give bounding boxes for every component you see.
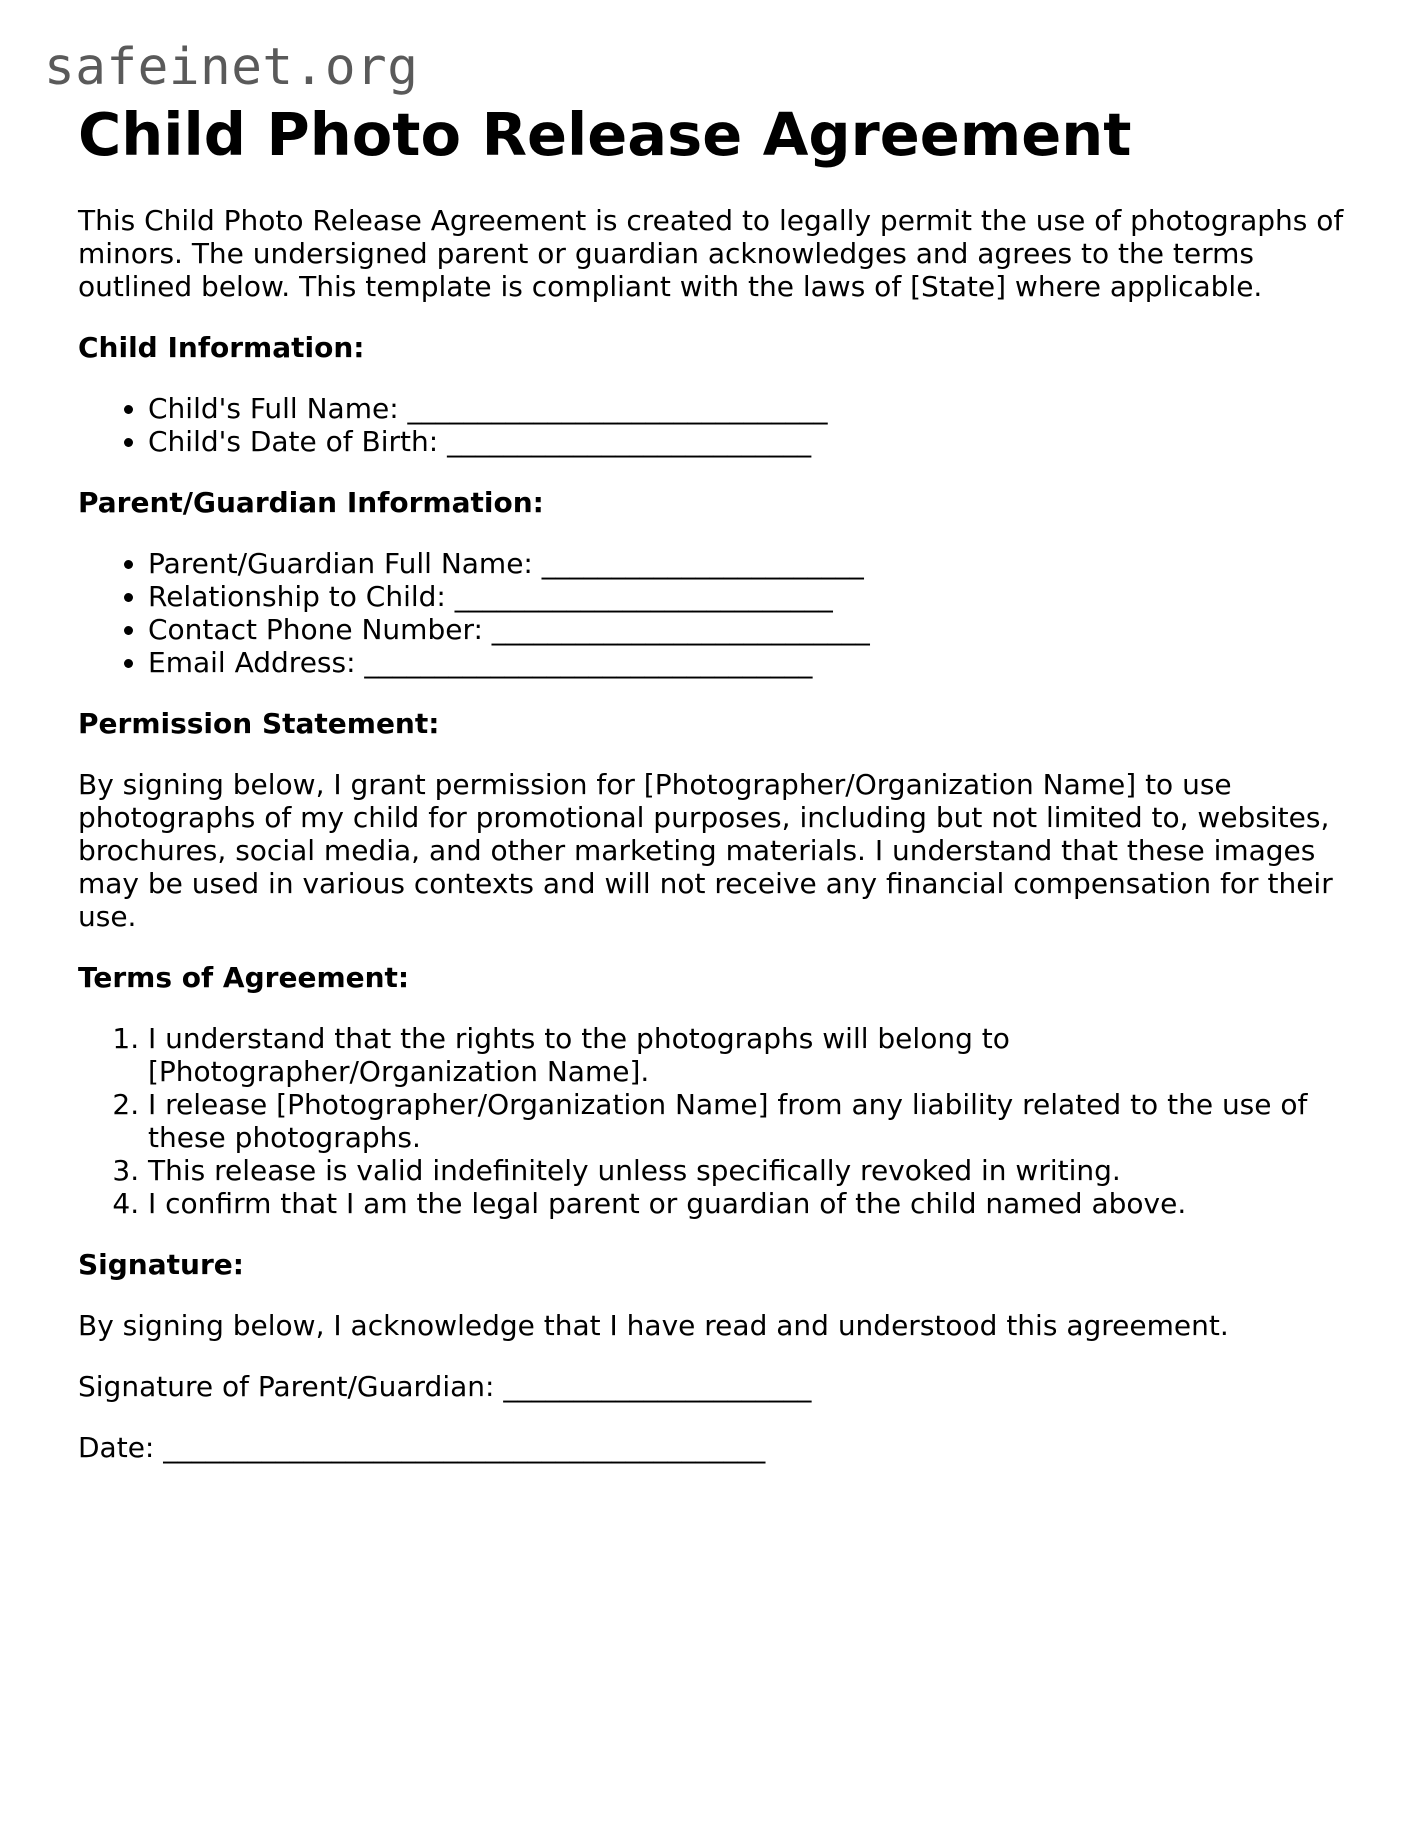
date-line: Date: ___________________________________________ xyxy=(78,1431,766,1464)
child-info-heading: Child Information: xyxy=(78,331,365,364)
term-item: 1. I understand that the rights to the photographs will belong to [Photographer/Organization Name]. xyxy=(148,1022,1358,1088)
term-item: 4. I confirm that I am the legal parent or guardian of the child named above. xyxy=(148,1187,1358,1220)
document-title: Child Photo Release Agreement xyxy=(78,100,1132,169)
terms-list xyxy=(78,1022,1358,1220)
signature-paragraph: By signing below, I acknowledge that I have read and understood this agreement. xyxy=(78,1309,1229,1342)
permission-paragraph: By signing below, I grant permission for [Photographer/Organization Name] to use photographs of my child for promotional purposes, including but not limited to, websites, brochures, social media, and other marketing materials. I understand that these images may be used in various contexts and will not receive any financial compensation for their use. xyxy=(78,768,1333,933)
terms-heading: Terms of Agreement: xyxy=(78,961,410,994)
parent-info-heading: Parent/Guardian Information: xyxy=(78,486,544,519)
phone-number-field: • Contact Phone Number: ___________________________ xyxy=(148,613,1358,646)
child-info-list xyxy=(78,392,1358,458)
permission-heading: Permission Statement: xyxy=(78,707,440,740)
child-dob-field: • Child's Date of Birth: __________________________ xyxy=(148,425,1358,458)
signature-line: Signature of Parent/Guardian: ______________________ xyxy=(78,1370,812,1403)
child-full-name-field: • Child's Full Name: ______________________________ xyxy=(148,392,1358,425)
parent-info-list xyxy=(78,547,1358,679)
document-page xyxy=(78,100,1358,1464)
email-address-field: • Email Address: ________________________________ xyxy=(148,646,1358,679)
watermark: safeinet.org xyxy=(44,38,419,97)
term-item: 2. I release [Photographer/Organization Name] from any liability related to the use of these photographs. xyxy=(148,1088,1358,1154)
signature-heading: Signature: xyxy=(78,1248,244,1281)
parent-full-name-field: • Parent/Guardian Full Name: _______________________ xyxy=(148,547,1358,580)
relationship-field: • Relationship to Child: ___________________________ xyxy=(148,580,1358,613)
intro-paragraph: This Child Photo Release Agreement is created to legally permit the use of photographs of minors. The undersigned parent or guardian acknowledges and agrees to the terms outlined below. This template is compliant with the laws of [State] where applicable. xyxy=(78,204,1344,303)
term-item: 3. This release is valid indefinitely unless specifically revoked in writing. xyxy=(148,1154,1358,1187)
